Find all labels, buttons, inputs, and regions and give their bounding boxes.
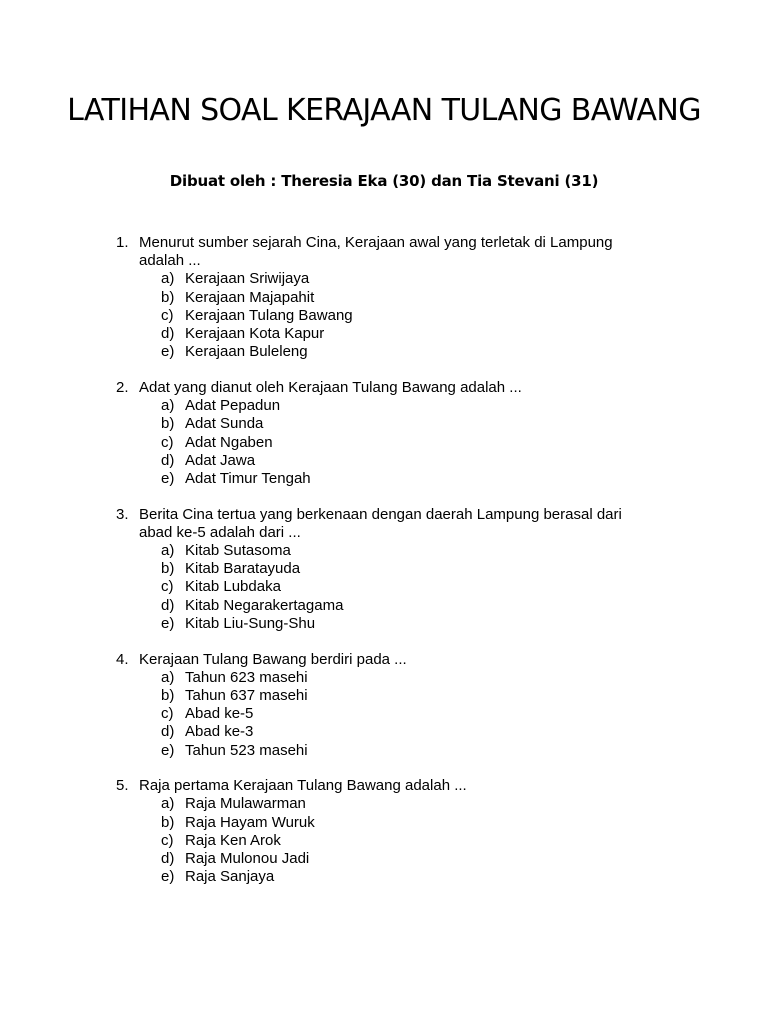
option-letter: d) — [161, 596, 175, 614]
option-text: Tahun 637 masehi — [185, 686, 308, 704]
option-text: Kerajaan Tulang Bawang — [185, 306, 353, 324]
option-list — [139, 270, 656, 361]
answer-option — [161, 669, 656, 687]
option-letter: b) — [161, 560, 175, 578]
answer-option — [161, 289, 656, 307]
answer-option — [161, 597, 656, 615]
option-list — [139, 795, 656, 886]
question-number: 2. — [116, 378, 129, 396]
option-letter: e) — [161, 741, 175, 759]
option-letter: b) — [161, 288, 175, 306]
answer-option — [161, 723, 656, 741]
answer-option — [161, 868, 656, 886]
answer-option — [161, 397, 656, 415]
answer-option — [161, 578, 656, 596]
option-letter: c) — [161, 306, 174, 324]
option-letter: e) — [161, 868, 175, 886]
option-letter: c) — [161, 433, 174, 451]
question-number: 5. — [116, 777, 129, 795]
option-text: Raja Ken Arok — [185, 831, 281, 849]
option-text: Kitab Baratayuda — [185, 560, 301, 578]
option-letter: e) — [161, 343, 175, 361]
answer-option — [161, 814, 656, 832]
question-number: 1. — [116, 234, 129, 251]
option-text: Raja Mulonou Jadi — [185, 850, 310, 868]
question-text: Menurut sumber sejarah Cina, Kerajaan awal yang terletak di Lampung adalah ... — [139, 234, 613, 270]
option-letter: a) — [161, 542, 175, 560]
option-list — [139, 542, 656, 633]
question-number: 4. — [116, 650, 129, 668]
option-letter: e) — [161, 614, 175, 632]
answer-option — [161, 415, 656, 433]
option-letter: a) — [161, 668, 175, 686]
question-text: Kerajaan Tulang Bawang berdiri pada ... — [139, 650, 407, 668]
option-text: Kitab Negarakertagama — [185, 596, 344, 614]
option-text: Adat Jawa — [185, 451, 256, 469]
answer-option — [161, 434, 656, 452]
option-letter: a) — [161, 270, 175, 288]
option-text: Adat Timur Tengah — [185, 469, 311, 487]
option-text: Kerajaan Majapahit — [185, 288, 315, 306]
answer-option — [161, 452, 656, 470]
question-number: 3. — [116, 505, 129, 523]
question-item — [116, 379, 656, 488]
option-letter: b) — [161, 415, 175, 433]
answer-option — [161, 832, 656, 850]
question-list — [116, 234, 656, 904]
option-text: Raja Sanjaya — [185, 868, 275, 886]
question-item — [116, 234, 656, 361]
option-letter: e) — [161, 469, 175, 487]
option-text: Abad ke-5 — [185, 705, 254, 723]
option-letter: c) — [161, 705, 174, 723]
question-item — [116, 777, 656, 886]
option-text: Kitab Lubdaka — [185, 578, 281, 596]
option-text: Raja Hayam Wuruk — [185, 813, 315, 831]
question-text: Raja pertama Kerajaan Tulang Bawang adalah ... — [139, 777, 467, 795]
option-letter: d) — [161, 451, 175, 469]
document-title: LATIHAN SOAL KERAJAAN TULANG BAWANG — [67, 93, 701, 128]
question-text: Berita Cina tertua yang berkenaan dengan daerah Lampung berasal dari abad ke-5 adalah dari ... — [139, 505, 622, 541]
question-item — [116, 506, 656, 633]
option-text: Kitab Sutasoma — [185, 542, 291, 560]
question-text: Adat yang dianut oleh Kerajaan Tulang Bawang adalah ... — [139, 378, 522, 396]
option-text: Kitab Liu-Sung-Shu — [185, 614, 316, 632]
option-text: Tahun 523 masehi — [185, 741, 308, 759]
option-letter: d) — [161, 325, 175, 343]
option-list — [139, 397, 656, 488]
answer-option — [161, 307, 656, 325]
question-item — [116, 651, 656, 760]
answer-option — [161, 470, 656, 488]
option-letter: b) — [161, 813, 175, 831]
option-text: Kerajaan Sriwijaya — [185, 270, 310, 288]
answer-option — [161, 687, 656, 705]
answer-option — [161, 542, 656, 560]
option-text: Adat Ngaben — [185, 433, 273, 451]
answer-option — [161, 325, 656, 343]
answer-option — [161, 742, 656, 760]
answer-option — [161, 343, 656, 361]
option-text: Abad ke-3 — [185, 723, 254, 741]
answer-option — [161, 615, 656, 633]
option-letter: a) — [161, 795, 175, 813]
answer-option — [161, 850, 656, 868]
option-letter: d) — [161, 723, 175, 741]
option-text: Tahun 623 masehi — [185, 668, 308, 686]
option-letter: b) — [161, 686, 175, 704]
option-text: Adat Sunda — [185, 415, 264, 433]
option-text: Kerajaan Buleleng — [185, 343, 308, 361]
option-letter: d) — [161, 850, 175, 868]
option-text: Adat Pepadun — [185, 397, 281, 415]
answer-option — [161, 705, 656, 723]
option-text: Raja Mulawarman — [185, 795, 306, 813]
option-letter: a) — [161, 397, 175, 415]
option-text: Kerajaan Kota Kapur — [185, 325, 325, 343]
option-letter: c) — [161, 831, 174, 849]
document-subtitle: Dibuat oleh : Theresia Eka (30) dan Tia Stevani (31) — [169, 172, 599, 190]
answer-option — [161, 270, 656, 288]
answer-option — [161, 560, 656, 578]
answer-option — [161, 795, 656, 813]
option-letter: c) — [161, 578, 174, 596]
option-list — [139, 669, 656, 760]
